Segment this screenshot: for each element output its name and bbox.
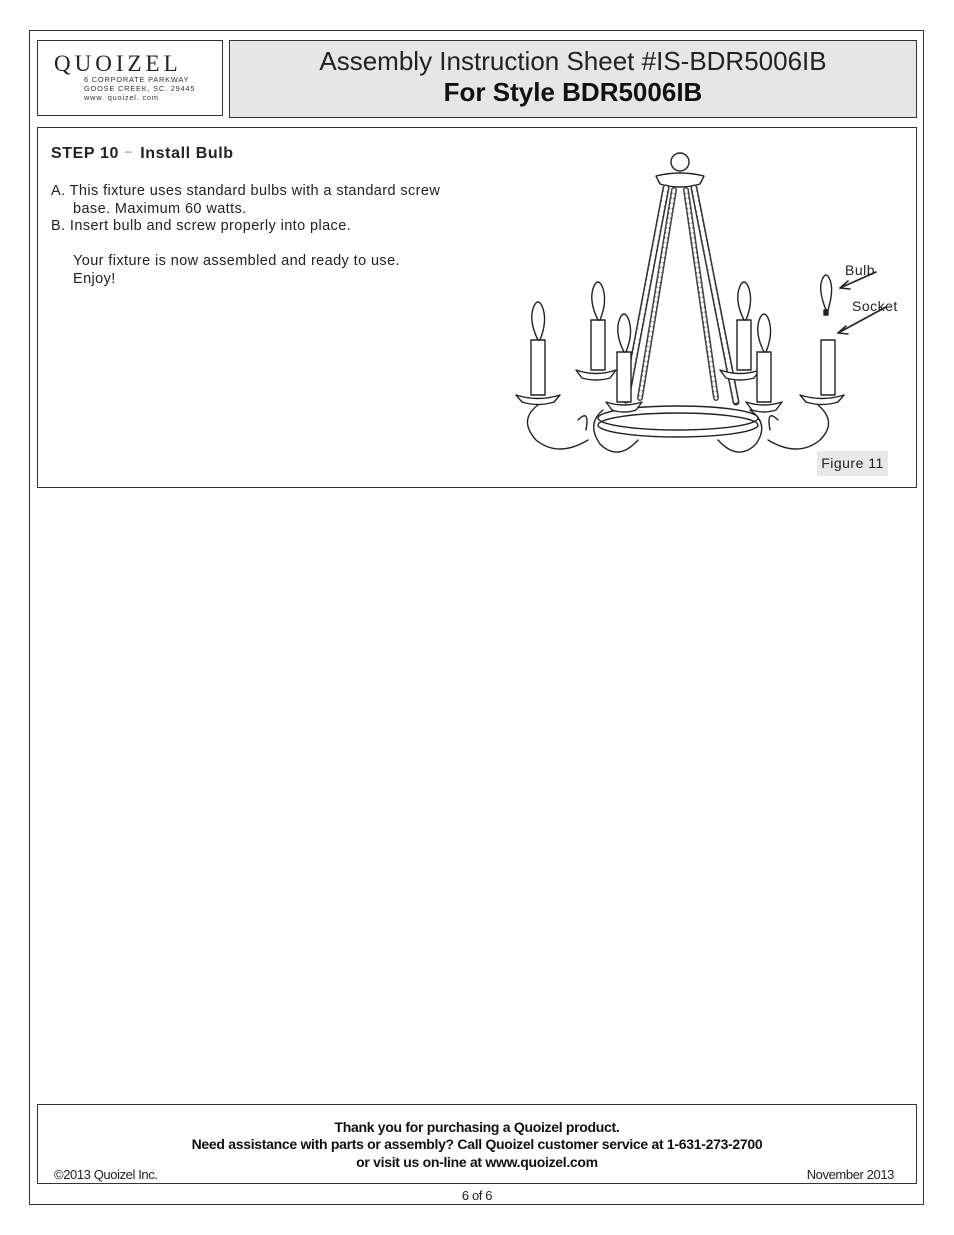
footer-website: or visit us on-line at www.quoizel.com [356,1154,598,1170]
bulb-label: Bulb [845,262,876,278]
footer-support-phone: Need assistance with parts or assembly? Call Quoizel customer service at 1-631-273-2700 [191,1136,763,1152]
closing-note [51,253,400,288]
figure-caption: Figure 11 [817,451,888,476]
company-logo-block [37,40,223,116]
step-panel [37,127,917,488]
socket-shape [821,340,835,395]
closing-line-2: Enjoy! [73,270,116,287]
instruction-a-line-2: base. Maximum 60 watts. [73,200,247,217]
step-separator: – [124,144,133,158]
document-title: Assembly Instruction Sheet #IS-BDR5006IB [319,46,827,76]
canopy-dish [656,173,704,187]
footer-thank-you: Thank you for purchasing a Quoizel product. [334,1119,620,1135]
canopy-loop [671,153,689,171]
address-line-3: www. quoizel. com [84,93,159,102]
footer-panel [37,1104,917,1184]
footer-date: November 2013 [806,1167,894,1182]
socket-label: Socket [852,298,898,314]
instruction-a [51,183,440,236]
copyright-symbol: © [54,1167,64,1182]
page-number: 6 of 6 [461,1188,493,1203]
footer-copyright [54,1167,158,1182]
bulb-shape [821,275,832,310]
closing-line-1: Your fixture is now assembled and ready to use. [73,253,400,269]
style-title: For Style BDR5006IB [443,77,703,107]
company-logo: QUOIZEL [54,51,182,76]
step-title: Install Bulb [140,145,234,162]
arm-left-outer [527,405,588,449]
instruction-b-line-1: B. Insert bulb and screw properly into place. [51,218,352,234]
step-heading [51,144,234,163]
address-line-2: GOOSE CREEK, SC. 29445 [84,84,196,93]
copyright-text: 2013 Quoizel Inc. [63,1167,158,1182]
step-number: STEP 10 [51,145,119,162]
address-line-1: 6 CORPORATE PARKWAY [84,75,190,84]
company-address [84,75,195,102]
instruction-a-line-1: A. This fixture uses standard bulbs with a standard screw [51,183,441,199]
title-block [229,40,917,118]
